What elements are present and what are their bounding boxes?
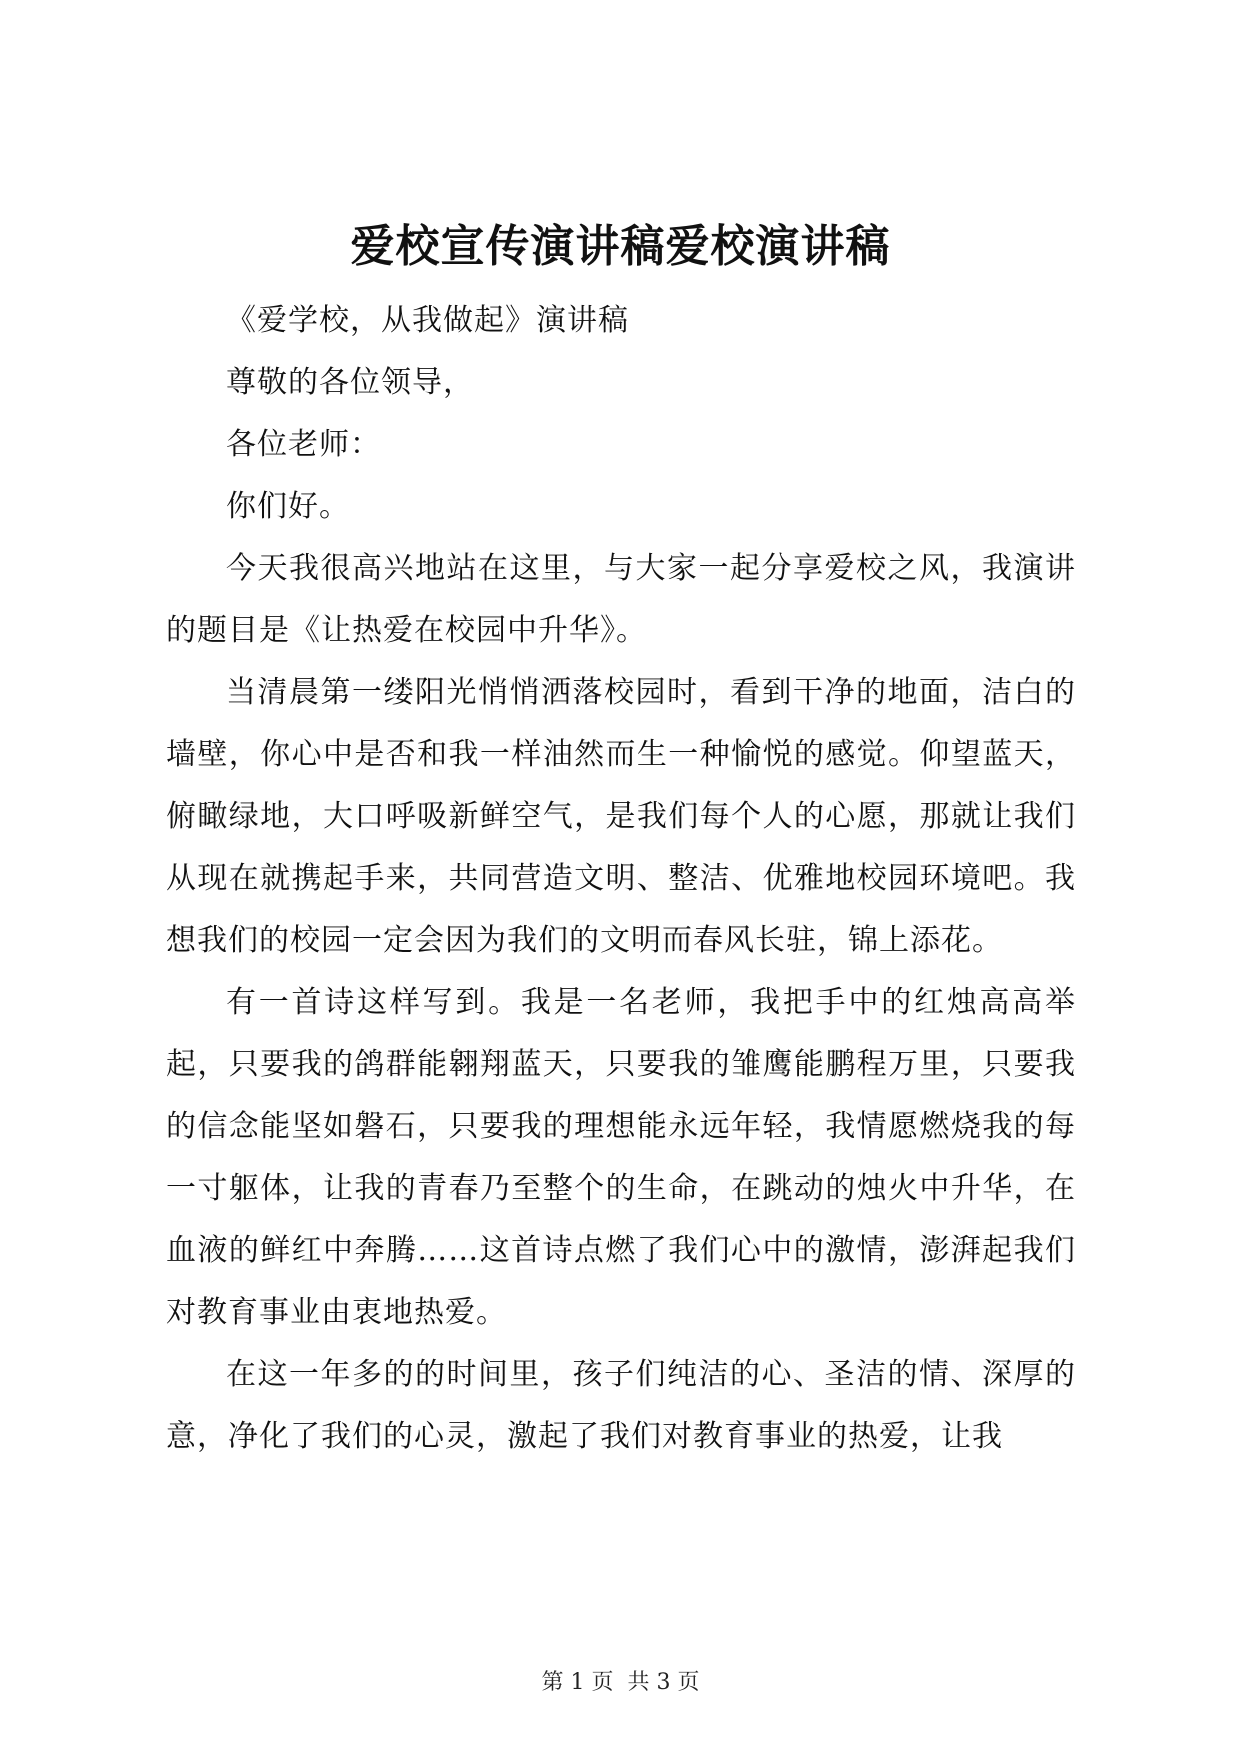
document-title: 爱校宣传演讲稿爱校演讲稿 [350,221,891,272]
paragraph-poem: 有一首诗这样写到。我是一名老师，我把手中的红烛高高举起，只要我的鸽群能翱翔蓝天，只要我的雏鹰能鹏程万里，只要我的信念能坚如磐石，只要我的理想能永远年轻，我情愿燃烧我的每一寸躯体，让我的青春乃至整个的生命，在跳动的烛火中升华，在血液的鲜红中奔腾……这首诗点燃了我们心中的激情，澎湃起我们对教育事业由衷地热爱。 [166,985,1076,1330]
page-footer [0,1668,1241,1698]
paragraph-greeting: 你们好。 [226,489,350,524]
paragraph-intro: 今天我很高兴地站在这里，与大家一起分享爱校之风，我演讲的题目是《让热爱在校园中升华》。 [166,551,1076,648]
paragraph-salutation-leaders: 尊敬的各位领导， [226,365,474,400]
page-number-label: 第 1 页 共 3 页 [541,1670,700,1695]
paragraph-one-year: 在这一年多的的时间里，孩子们纯洁的心、圣洁的情、深厚的意，净化了我们的心灵，激起了我们对教育事业的热爱，让我 [166,1357,1076,1454]
paragraph-salutation-teachers: 各位老师： [226,427,381,462]
paragraph-morning-campus: 当清晨第一缕阳光悄悄洒落校园时，看到干净的地面，洁白的墙壁，你心中是否和我一样油然而生一种愉悦的感觉。仰望蓝天，俯瞰绿地，大口呼吸新鲜空气，是我们每个人的心愿，那就让我们从现在就携起手来，共同营造文明、整洁、优雅地校园环境吧。我想我们的校园一定会因为我们的文明而春风长驻，锦上添花。 [166,675,1076,958]
paragraph-speech-title: 《爱学校，从我做起》演讲稿 [226,303,629,338]
document-body [166,290,1076,1468]
